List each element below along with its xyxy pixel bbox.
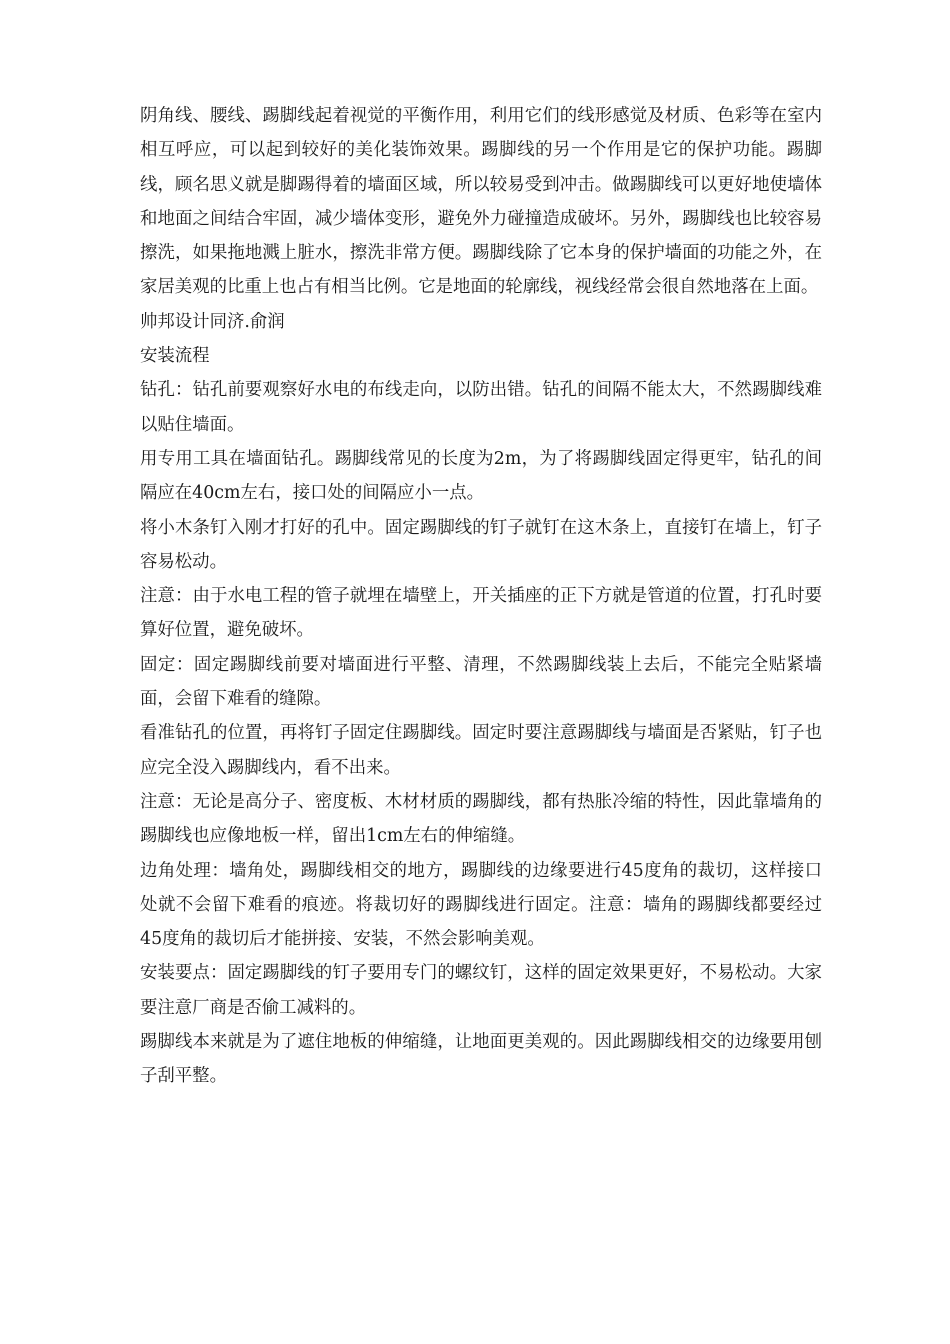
installation-tips: 安装要点：固定踢脚线的钉子要用专门的螺纹钉，这样的固定效果更好，不易松动。大家要注意厂商是否偷工减料的。 [140,963,822,1018]
step-corner-handling: 边角处理：墙角处，踢脚线相交的地方，踢脚线的边缘要进行45度角的裁切，这样接口处就不会留下难看的痕迹。将裁切好的踢脚线进行固定。注意：墙角的踢脚线都要经过45度角的裁切后才能拼接、安装，不然会影响美观。 [140,860,822,950]
note-pipes: 注意：由于水电工程的管子就埋在墙壁上，开关插座的正下方就是管道的位置，打孔时要算好位置，避免破坏。 [140,586,822,641]
note-expansion-gap: 注意：无论是高分子、密度板、木材材质的踢脚线，都有热胀冷缩的特性，因此靠墙角的踢脚线也应像地板一样，留出1cm左右的伸缩缝。 [140,791,822,847]
step-fixing-nails: 看准钻孔的位置，再将钉子固定住踢脚线。固定时要注意踢脚线与墙面是否紧贴，钉子也应完全没入踢脚线内，看不出来。 [140,723,822,778]
step-drilling-tool: 用专用工具在墙面钻孔。踢脚线常见的长度为2m，为了将踢脚线固定得更牢，钻孔的间隔应在40cm左右，接口处的间隔应小一点。 [140,448,822,504]
step-wood-strip: 将小木条钉入刚才打好的孔中。固定踢脚线的钉子就钉在这木条上，直接钉在墙上，钉子容易松动。 [140,517,822,572]
author-line: 帅邦设计同济.俞润 [140,311,285,332]
document-body [140,99,822,1094]
section-heading: 安装流程 [140,346,210,367]
step-drilling: 钻孔：钻孔前要观察好水电的布线走向，以防出错。钻孔的间隔不能太大，不然踢脚线难以贴住墙面。 [140,380,822,435]
intro-paragraph: 阴角线、腰线、踢脚线起着视觉的平衡作用，利用它们的线形感觉及材质、色彩等在室内相互呼应，可以起到较好的美化装饰效果。踢脚线的另一个作用是它的保护功能。踢脚线，顾名思义就是脚踢得着的墙面区域，所以较易受到冲击。做踢脚线可以更好地使墙体和地面之间结合牢固，减少墙体变形，避免外力碰撞造成破坏。另外，踢脚线也比较容易擦洗，如果拖地溅上脏水，擦洗非常方便。踢脚线除了它本身的保护墙面的功能之外，在家居美观的比重上也占有相当比例。它是地面的轮廓线，视线经常会很自然地落在上面。 [140,106,822,298]
step-fixing: 固定：固定踢脚线前要对墙面进行平整、清理，不然踢脚线装上去后，不能完全贴紧墙面，会留下难看的缝隙。 [140,654,822,710]
closing-paragraph: 踢脚线本来就是为了遮住地板的伸缩缝，让地面更美观的。因此踢脚线相交的边缘要用刨子刮平整。 [140,1032,822,1087]
